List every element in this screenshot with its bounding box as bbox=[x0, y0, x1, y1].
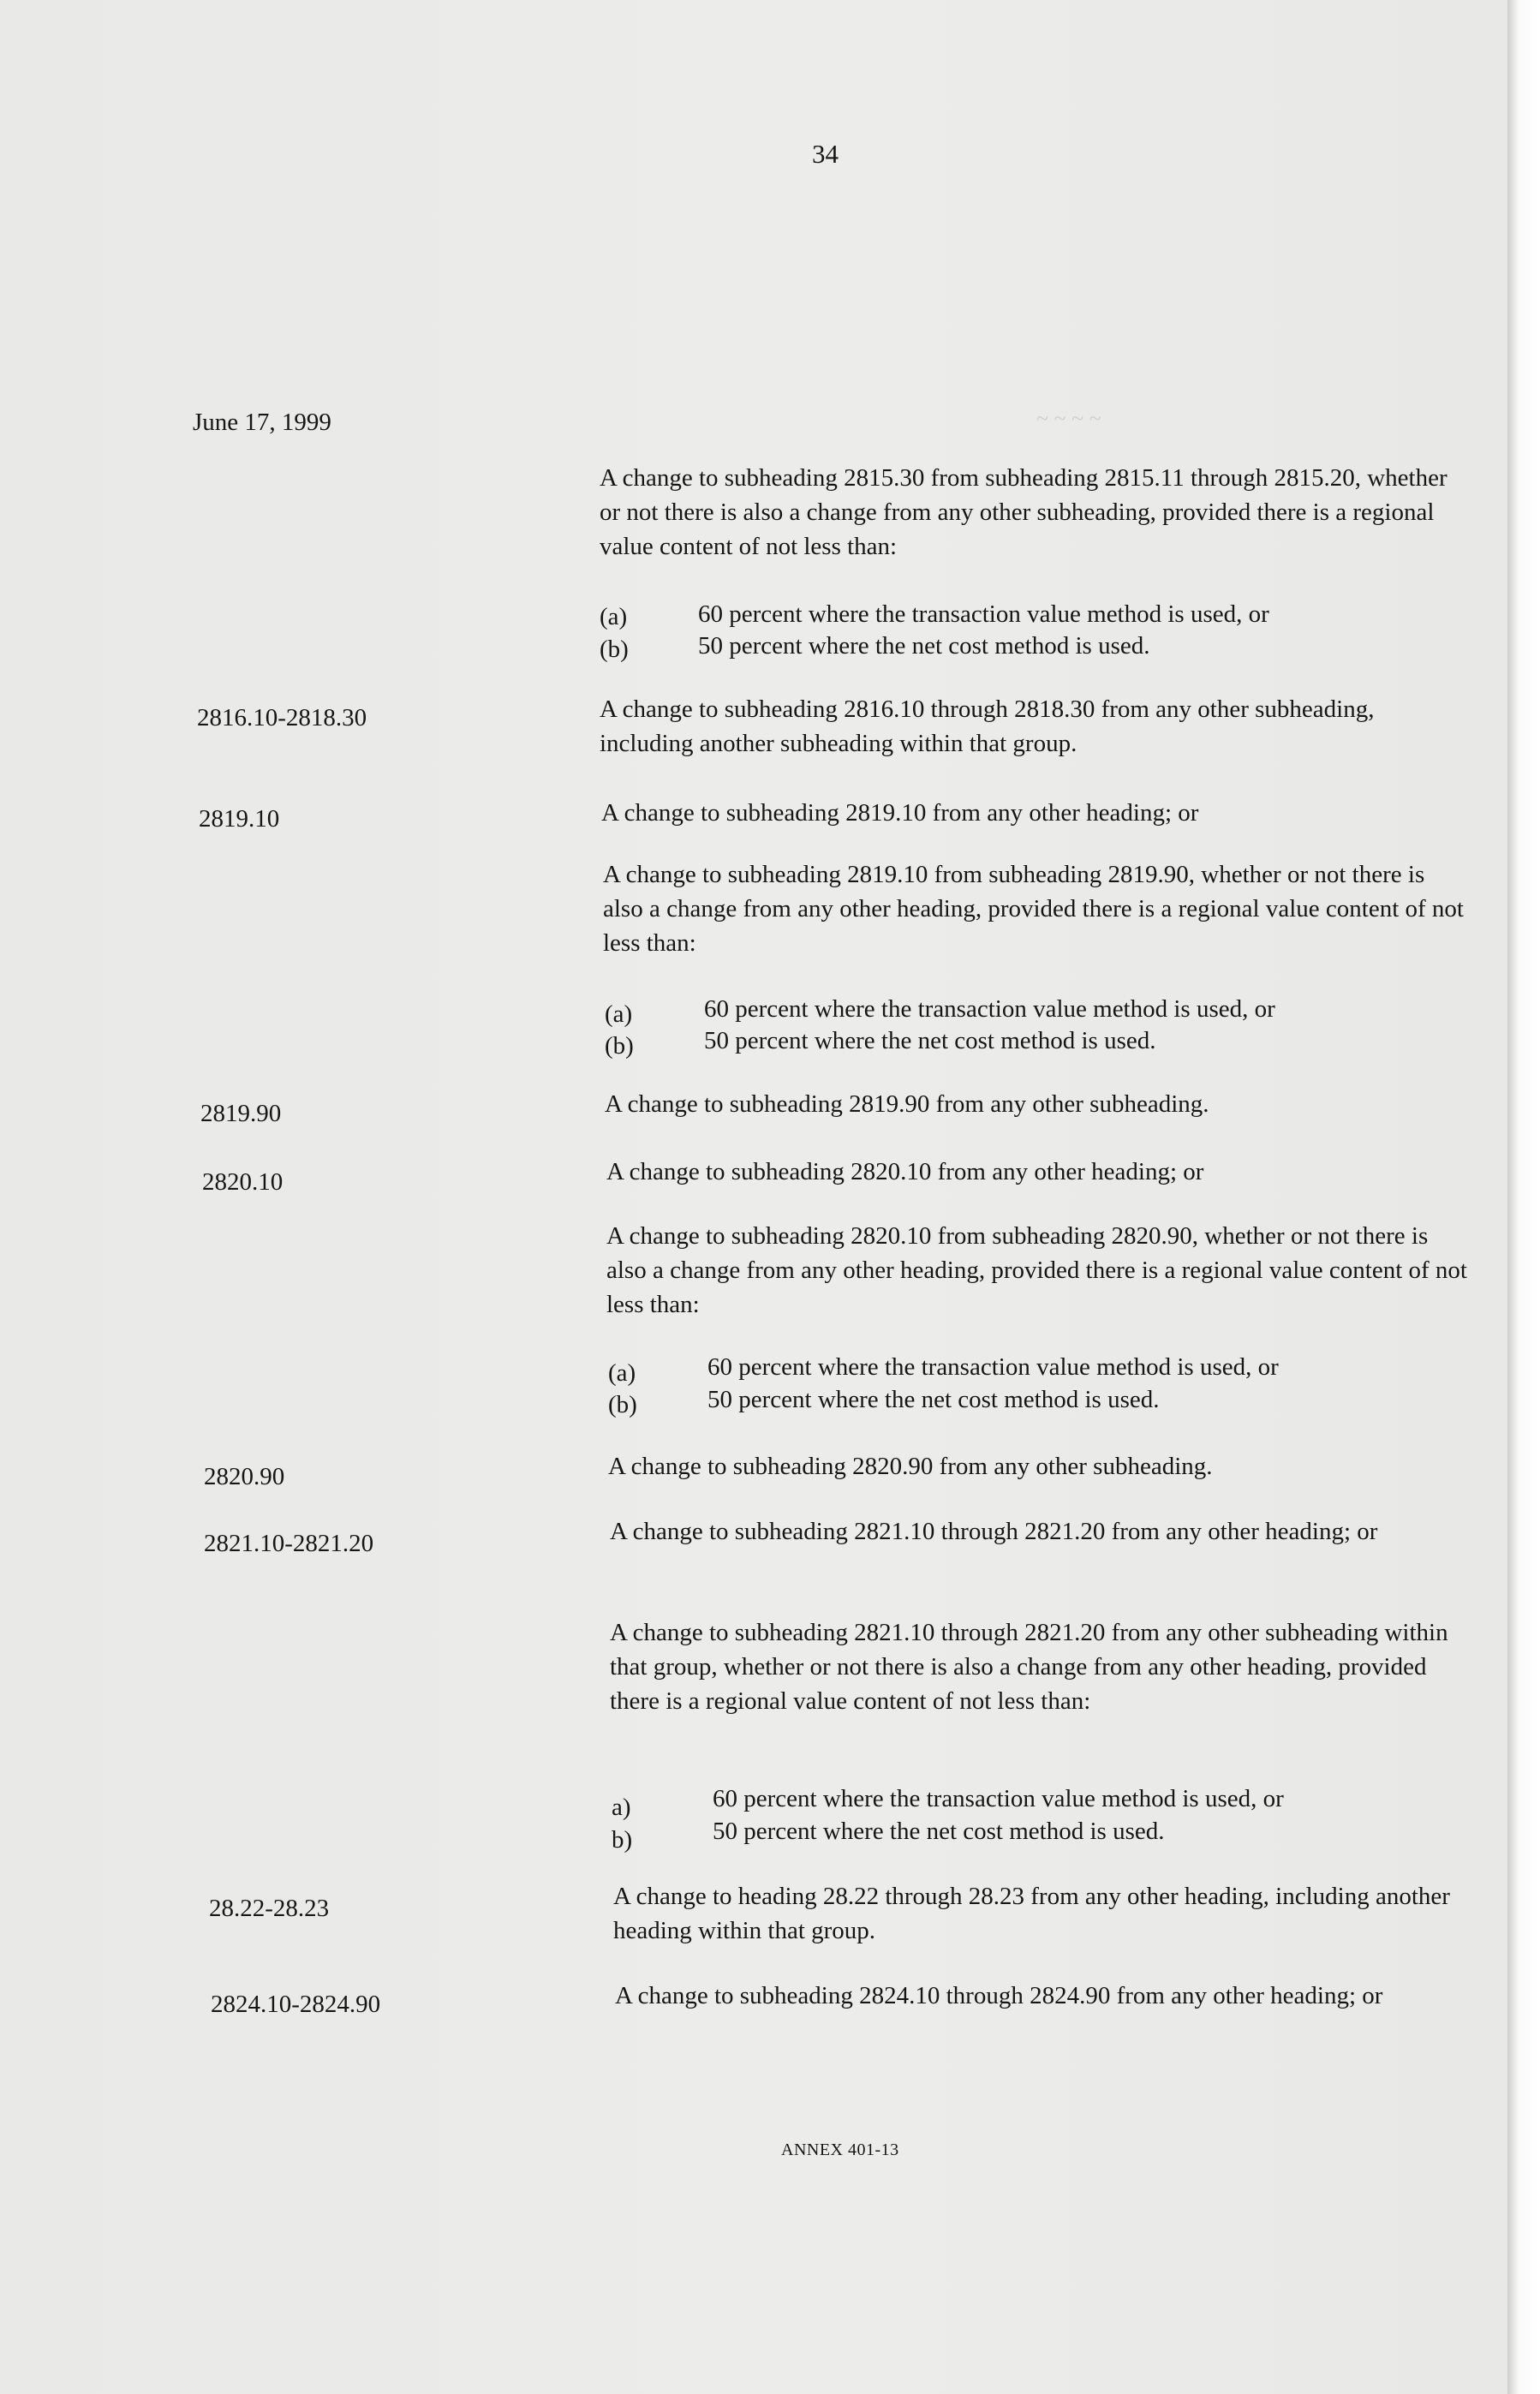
tariff-code: 2819.10 bbox=[199, 805, 280, 833]
item-letter: (a) bbox=[600, 603, 628, 630]
tariff-code: 2820.10 bbox=[202, 1168, 284, 1196]
item-text: 50 percent where the net cost method is used. bbox=[698, 632, 1150, 660]
item-letter: (a) bbox=[605, 1000, 633, 1028]
rule-text: A change to subheading 2824.10 through 2824.90 from any other heading; or bbox=[615, 1982, 1383, 2009]
document-date: June 17, 1999 bbox=[193, 409, 331, 436]
tariff-code: 2824.10-2824.90 bbox=[211, 1991, 381, 2018]
rule-text: A change to subheading 2821.10 through 2821.20 from any other subheading within that group, whether or not there is also a change from any other heading, provided there is a regional value content of not less than: bbox=[610, 1619, 1448, 1715]
tariff-code: 28.22-28.23 bbox=[209, 1895, 330, 1922]
item-letter: (b) bbox=[608, 1391, 637, 1418]
rule-text: A change to subheading 2819.10 from any other heading; or bbox=[601, 799, 1199, 827]
item-letter: a) bbox=[612, 1794, 631, 1821]
item-text: 50 percent where the net cost method is used. bbox=[704, 1027, 1156, 1054]
rule-text: A change to subheading 2815.30 from subheading 2815.11 through 2815.20, whether or not there is also a change from any other subheading, provided there is a regional value content of not less than: bbox=[600, 464, 1447, 560]
tariff-code: 2821.10-2821.20 bbox=[204, 1530, 374, 1557]
tariff-code: 2820.90 bbox=[204, 1463, 285, 1490]
rule-text: A change to subheading 2819.90 from any other subheading. bbox=[605, 1090, 1209, 1118]
rule-text: A change to subheading 2820.10 from subheading 2820.90, whether or not there is also a change from any other heading, provided there is a regional value content of not less than: bbox=[606, 1222, 1467, 1318]
item-text: 60 percent where the transaction value method is used, or bbox=[713, 1785, 1284, 1812]
rule-text: A change to subheading 2821.10 through 2821.20 from any other heading; or bbox=[610, 1518, 1378, 1545]
rule-text: A change to subheading 2816.10 through 2818.30 from any other subheading, including another subheading within that group. bbox=[600, 696, 1375, 757]
item-text: 60 percent where the transaction value method is used, or bbox=[704, 995, 1275, 1023]
item-letter: (b) bbox=[600, 636, 629, 663]
tariff-code: 2819.90 bbox=[200, 1100, 282, 1127]
item-letter: (a) bbox=[608, 1359, 636, 1387]
adjacent-page-edge bbox=[1507, 0, 1540, 2394]
rule-text: A change to subheading 2820.10 from any other heading; or bbox=[606, 1158, 1204, 1185]
rule-text: A change to heading 28.22 through 28.23 from any other heading, including another heading within that group. bbox=[613, 1883, 1450, 1944]
item-text: 50 percent where the net cost method is used. bbox=[707, 1386, 1160, 1413]
rule-text: A change to subheading 2820.90 from any other subheading. bbox=[608, 1453, 1213, 1480]
page-number: 34 bbox=[812, 139, 839, 169]
tariff-code: 2816.10-2818.30 bbox=[197, 704, 367, 731]
annex-footer: ANNEX 401-13 bbox=[781, 2140, 899, 2159]
item-text: 50 percent where the net cost method is used. bbox=[713, 1818, 1165, 1845]
item-letter: b) bbox=[612, 1826, 633, 1854]
item-text: 60 percent where the transaction value method is used, or bbox=[698, 600, 1269, 628]
item-text: 60 percent where the transaction value method is used, or bbox=[707, 1353, 1279, 1381]
bleed-through: ~ ~ ~ ~ bbox=[1036, 406, 1101, 431]
item-letter: (b) bbox=[605, 1032, 634, 1060]
rule-text: A change to subheading 2819.10 from subheading 2819.90, whether or not there is also a change from any other heading, provided there is a regional value content of not less than: bbox=[603, 861, 1464, 957]
